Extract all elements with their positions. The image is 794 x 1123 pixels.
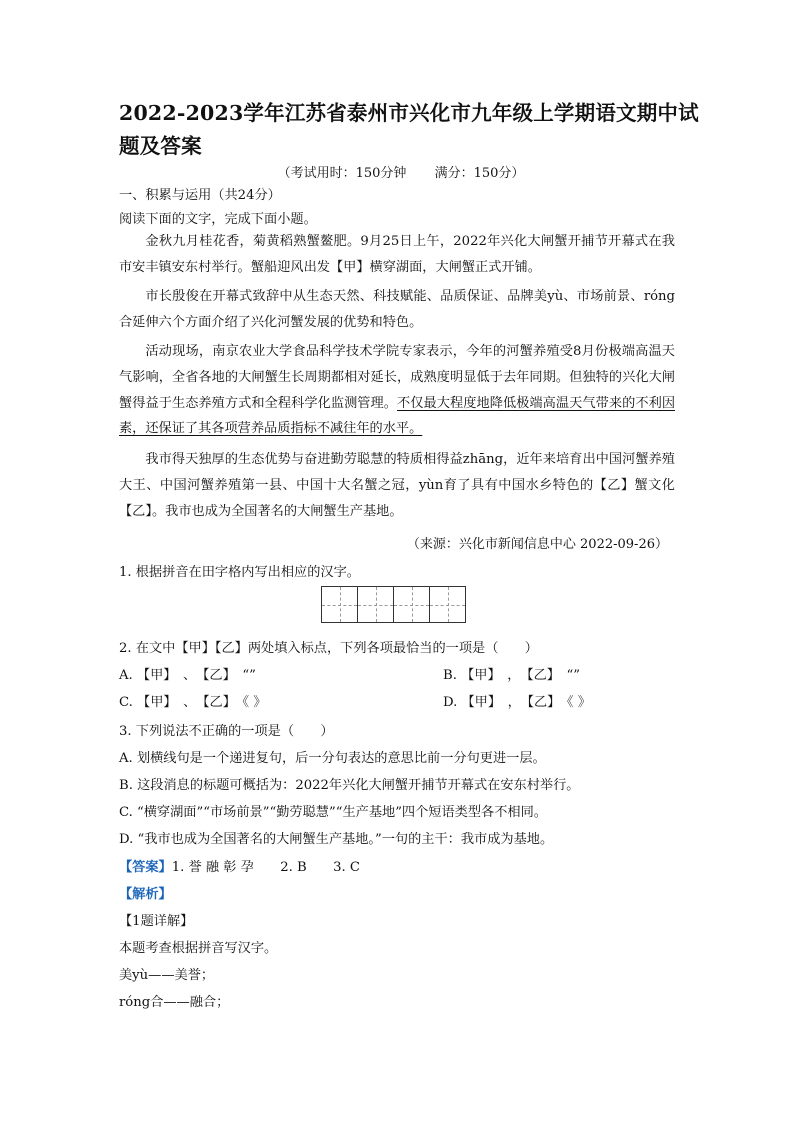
- passage-paragraph-2: 市长殷俊在开幕式致辞中从生态天然、科技赋能、品质保证、品牌美yù、市场前景、róng合延伸六个方面介绍了兴化河蟹发展的优势和特色。: [119, 289, 675, 330]
- question-3: 3. 下列说法不正确的一项是（ ）: [119, 724, 334, 739]
- passage-paragraph-1: 金秋九月桂花香，菊黄稻熟蟹鳌肥。9月25日上午，2022年兴化大闸蟹开捕节开幕式在我市安丰镇安东村举行。蟹船迎风出发【甲】横穿湖面，大闸蟹正式开铺。: [119, 234, 675, 275]
- tianzige-cell[interactable]: [357, 586, 394, 623]
- q3-option-d: D. “我市也成为全国著名的大闸蟹生产基地。”一句的主干：我市成为基地。: [119, 832, 554, 847]
- tianzige-cell[interactable]: [429, 586, 466, 623]
- passage-paragraph-3: [119, 339, 675, 442]
- question-2: 2. 在文中【甲】【乙】两处填入标点，下列各项最恰当的一项是（ ）: [119, 641, 538, 656]
- detail-item-2: róng合——融合；: [119, 995, 230, 1010]
- full-score: 满分：150分）: [434, 166, 525, 181]
- q2-option-b: B. 【甲】 ， 【乙】 “”: [443, 668, 581, 683]
- underlined-sentence: 不仅最大程度地降低极端高温天气带来的不利因素，还保证了其各项营养品质指标不减往年的水平。: [119, 395, 676, 437]
- q2-option-d: D. 【甲】 ， 【乙】 《 》: [443, 695, 591, 710]
- paragraph-3-text: 活动现场，南京农业大学食品科学技术学院专家表示，今年的河蟹养殖受8月份极端高温天气影响，全省各地的大闸蟹生长周期都相对延长，成熟度明显低于去年同期。但独特的兴化大闸蟹得益于生态养殖方式和全程科学化监测管理。: [119, 344, 675, 411]
- q3-option-c: C. “横穿湖面”“市场前景”“勤劳聪慧”“生产基地”四个短语类型各不相同。: [119, 805, 547, 820]
- answer-label: 【答案】: [119, 860, 172, 875]
- instruction-text: 阅读下面的文字，完成下面小题。: [119, 212, 317, 227]
- exam-time: （考试用时：150分钟: [277, 166, 407, 181]
- detail-item-1: 美yù——美誉；: [119, 968, 215, 983]
- analysis-label: 【解析】: [119, 887, 172, 902]
- tianzige-cell[interactable]: [321, 586, 358, 623]
- tianzige-grid: [322, 586, 466, 623]
- q2-option-c: C. 【甲】 、 【乙】 《 》: [119, 695, 267, 710]
- detail-intro: 本题考查根据拼音写汉字。: [119, 941, 278, 956]
- q3-option-a: A. 划横线句是一个递进复句，后一分句表达的意思比前一分句更进一层。: [119, 751, 546, 766]
- q3-option-b: B. 这段消息的标题可概括为：2022年兴化大闸蟹开捕节开幕式在安东村举行。: [119, 778, 580, 793]
- answer-text: 1. 誉 融 彰 孕 2. B 3. C: [171, 860, 360, 875]
- q2-option-a: A. 【甲】 、 【乙】 “”: [119, 668, 256, 683]
- answer-line: [119, 856, 360, 875]
- exam-info: [0, 162, 794, 181]
- detail-label: 【1题详解】: [119, 914, 194, 929]
- source-line: （来源：兴化市新闻信息中心 2022-09-26）: [406, 537, 668, 552]
- question-1: 1. 根据拼音在田字格内写出相应的汉字。: [119, 565, 360, 580]
- document-title: 2022-2023学年江苏省泰州市兴化市九年级上学期语文期中试题及答案: [119, 101, 699, 158]
- section-heading: 一、积累与运用（共24分）: [119, 188, 281, 203]
- passage-paragraph-4: 我市得天独厚的生态优势与奋进勤劳聪慧的特质相得益zhāng，近年来培育出中国河蟹养殖大王、中国河蟹养殖第一县、中国十大名蟹之冠，yùn育了具有中国水乡特色的【乙】蟹文化【乙】。我市也成为全国著名的大闸蟹生产基地。: [119, 452, 675, 519]
- tianzige-cell[interactable]: [393, 586, 430, 623]
